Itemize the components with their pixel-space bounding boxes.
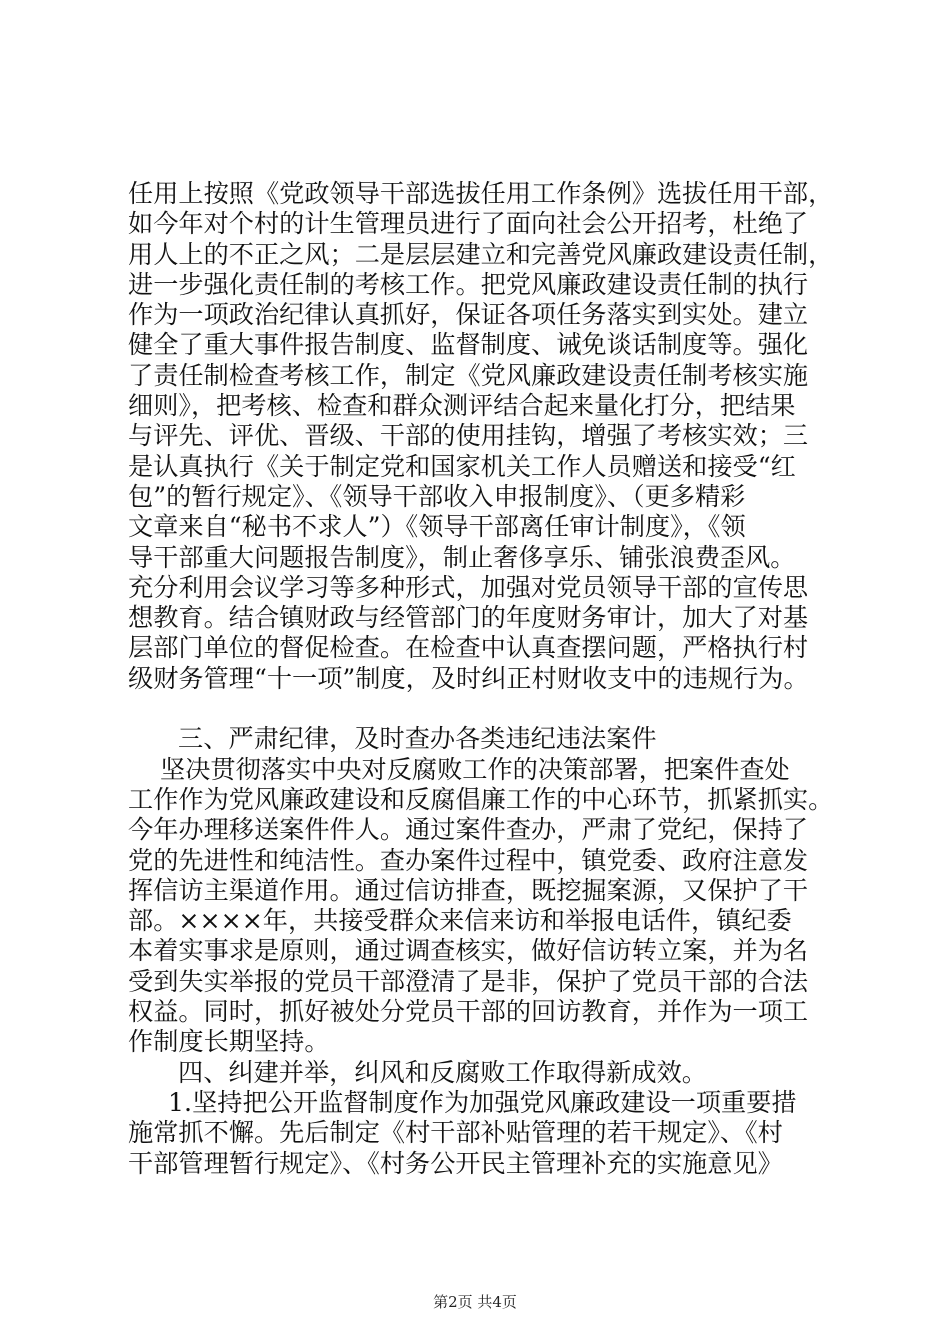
text-line: 挥信访主渠道作用。通过信访排查，既挖掘案源，又保护了干	[128, 875, 809, 905]
text-line: 权益。同时，抓好被处分党员干部的回访教育，并作为一项工	[128, 997, 809, 1027]
text-line: 健全了重大事件报告制度、监督制度、诫免谈话制度等。强化	[128, 330, 809, 360]
text-line: 1.坚持把公开监督制度作为加强党风廉政建设一项重要措	[128, 1087, 797, 1117]
text-line: 受到失实举报的党员干部澄清了是非，保护了党员干部的合法	[128, 966, 809, 996]
text-line: 充分利用会议学习等多种形式，加强对党员领导干部的宣传思	[128, 572, 809, 602]
section-heading-3: 三、严肃纪律，及时查办各类违纪违法案件	[178, 724, 657, 754]
paragraph-2	[128, 755, 838, 1058]
text-line: 包”的暂行规定》、《领导干部收入申报制度》、（更多精彩	[128, 481, 746, 511]
text-line: 层部门单位的督促检查。在检查中认真查摆问题，严格执行村	[128, 633, 809, 663]
text-line: 部。××××年，共接受群众来信来访和举报电话件，镇纪委	[128, 906, 792, 936]
text-line: 了责任制检查考核工作，制定《党风廉政建设责任制考核实施	[128, 360, 809, 390]
text-line: 用人上的不正之风；二是层层建立和完善党风廉政建设责任制，	[128, 239, 834, 269]
paragraph-3	[128, 1088, 838, 1179]
text-line: 作为一项政治纪律认真抓好，保证各项任务落实到实处。建立	[128, 300, 809, 330]
text-line: 坚决贯彻落实中央对反腐败工作的决策部署，把案件查处	[128, 754, 790, 784]
text-line: 细则》，把考核、检查和群众测评结合起来量化打分，把结果	[128, 391, 796, 421]
text-line: 文章来自“秘书不求人”）《领导干部离任审计制度》，《领	[128, 512, 746, 542]
page-number-footer: 第2页 共4页	[433, 1293, 517, 1311]
text-line: 进一步强化责任制的考核工作。把党风廉政建设责任制的执行	[128, 269, 809, 299]
paragraph-spacer	[128, 694, 838, 724]
document-body	[128, 179, 838, 1179]
text-line: 如今年对个村的计生管理员进行了面向社会公开招考，杜绝了	[128, 209, 809, 239]
text-line: 任用上按照《党政领导干部选拔任用工作条例》选拔任用干部，	[128, 179, 834, 208]
text-line: 导干部重大问题报告制度》，制止奢侈享乐、铺张浪费歪风。	[128, 542, 796, 572]
section-heading-4: 四、纠建并举，纠风和反腐败工作取得新成效。	[178, 1057, 707, 1087]
text-line: 想教育。结合镇财政与经管部门的年度财务审计，加大了对基	[128, 603, 809, 633]
text-line: 是认真执行《关于制定党和国家机关工作人员赠送和接受“红	[128, 451, 796, 481]
text-line: 本着实事求是原则，通过调查核实，做好信访转立案，并为名	[128, 936, 809, 966]
text-line: 作制度长期坚持。	[128, 1027, 330, 1057]
text-line: 级财务管理“十一项”制度，及时纠正村财收支中的违规行为。	[128, 663, 809, 693]
paragraph-1	[128, 179, 838, 694]
text-line: 与评先、评优、晋级、干部的使用挂钩，增强了考核实效；三	[128, 421, 809, 451]
text-line: 施常抓不懈。先后制定《村干部补贴管理的若干规定》、《村	[128, 1118, 783, 1148]
text-line: 工作作为党风廉政建设和反腐倡廉工作的中心环节，抓紧抓实。	[128, 784, 834, 814]
text-line: 干部管理暂行规定》、《村务公开民主管理补充的实施意见》	[128, 1148, 783, 1178]
text-line: 今年办理移送案件件人。通过案件查办，严肃了党纪，保持了	[128, 815, 809, 845]
text-line: 党的先进性和纯洁性。查办案件过程中，镇党委、政府注意发	[128, 845, 809, 875]
